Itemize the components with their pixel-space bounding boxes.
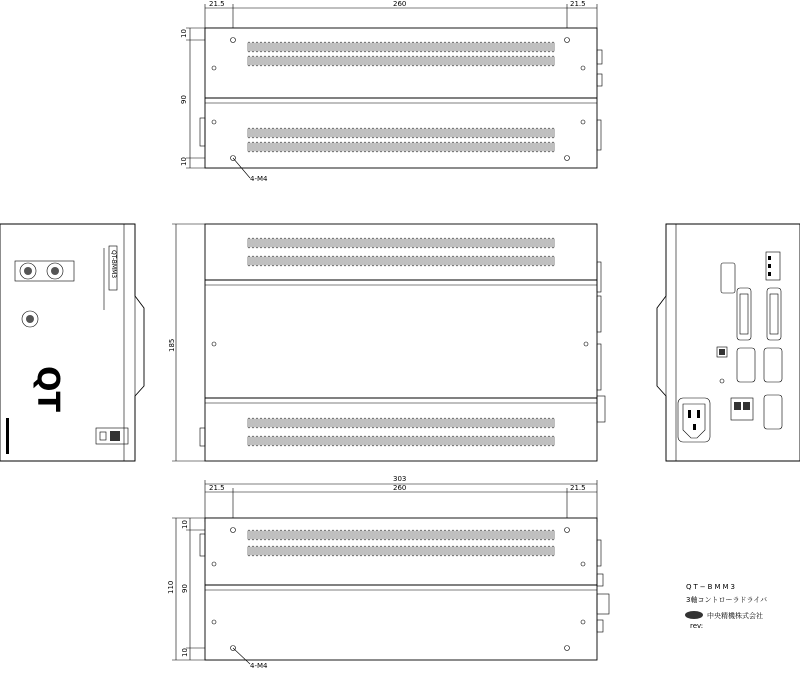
dim-bottom-top-center: 260 xyxy=(393,484,407,492)
dim-height: 185 xyxy=(168,338,176,352)
dim-top-left: 21.5 xyxy=(209,0,225,8)
rear-panel xyxy=(657,224,800,461)
dim-bottom-top-right: 21.5 xyxy=(570,484,586,492)
front-logo: QT xyxy=(30,366,65,412)
front-model-box: QT-BMM3 xyxy=(110,250,117,279)
dim-bottom-top-left: 21.5 xyxy=(209,484,225,492)
hole-label-top: 4-M4 xyxy=(250,175,268,183)
company-logo xyxy=(685,611,703,619)
title-company: 中央精機株式会社 xyxy=(707,612,763,620)
title-description: 3軸コントローラドライバ xyxy=(686,596,768,604)
dim-bottom-left-top: 10 xyxy=(181,520,189,529)
dim-left-bottom: 10 xyxy=(180,157,188,166)
dim-left-mid: 90 xyxy=(180,95,188,104)
hole-label-bottom: 4-M4 xyxy=(250,662,268,670)
dim-bottom-left-outer: 110 xyxy=(167,580,175,594)
title-block xyxy=(685,583,767,630)
side-view xyxy=(168,224,605,461)
front-panel xyxy=(0,224,144,461)
dim-top-center: 260 xyxy=(393,0,407,8)
dim-left-top: 10 xyxy=(180,29,188,38)
dim-top-right: 21.5 xyxy=(570,0,586,8)
top-view xyxy=(180,0,602,183)
bottom-view xyxy=(167,475,609,670)
title-model: QT−BMM3 xyxy=(686,583,737,591)
title-revision: rev: xyxy=(690,622,704,630)
dim-overall: 303 xyxy=(393,475,407,483)
dim-bottom-left-bottom: 10 xyxy=(181,648,189,657)
dim-bottom-left-mid: 90 xyxy=(181,584,189,593)
